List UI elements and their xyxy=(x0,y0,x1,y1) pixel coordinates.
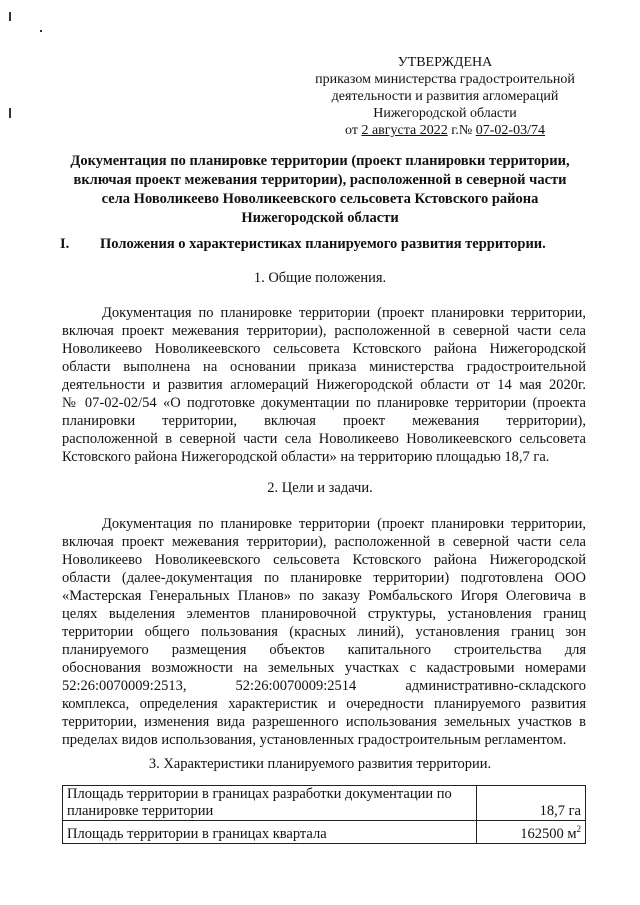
paragraph-line: расположенной в северной части села Новоликеево Новоликеевского сельсовета xyxy=(62,431,586,447)
approval-line-1: приказом министерства градостроительной xyxy=(315,72,575,87)
row1-label-line-1: Площадь территории в границах разработки документации по xyxy=(67,786,452,802)
section-number: I. xyxy=(60,236,70,252)
row2-value: 162500 м xyxy=(520,825,577,842)
section-title: Положения о характеристиках планируемого развития территории. xyxy=(100,236,546,252)
paragraph-line: Документация по планировке территории (проект планировки территории, xyxy=(102,516,586,532)
paragraph-line: включая проект межевания территории), расположенной в северной части села xyxy=(62,323,586,339)
table-cell-label xyxy=(63,786,477,821)
paragraph-general xyxy=(62,304,586,466)
paragraph-line: области выполнена на основании приказа министерства градостроительной xyxy=(62,359,586,375)
title-line: Нижегородской области xyxy=(241,210,399,226)
row1-label-line-2: планировке территории xyxy=(67,803,214,819)
scan-mark-top xyxy=(9,12,11,21)
paragraph-line: территории общего пользования (красных линий), установления границ зон xyxy=(62,624,586,640)
title-line: села Новоликеево Новоликеевского сельсовета Кстовского района xyxy=(101,191,539,207)
table-cell-value: 18,7 га xyxy=(477,786,586,821)
title-line: включая проект межевания территории), расположенной в северной части xyxy=(73,172,567,188)
approval-line-3: Нижегородской области xyxy=(373,106,517,121)
subsection-goals: 2. Цели и задачи. xyxy=(267,480,373,496)
paragraph-goals xyxy=(62,515,586,749)
paragraph-line: Новоликеево Новоликеевского сельсовета Кстовского района Нижегородской xyxy=(62,341,586,357)
approval-date-line xyxy=(300,122,590,139)
paragraph-line: пределах видов использования, установленных градостроительным регламентом. xyxy=(62,732,567,748)
title-line: Документация по планировке территории (проект планировки территории, xyxy=(70,153,570,169)
subsection-general: 1. Общие положения. xyxy=(253,270,387,286)
scan-mark-left xyxy=(9,108,11,118)
paragraph-line: № 07-02-02/54 «О подготовке документации по планировке территории (проекта xyxy=(62,395,586,411)
document-title xyxy=(40,152,600,228)
scan-dot xyxy=(40,30,42,32)
date-prefix: от xyxy=(345,123,362,138)
table-row xyxy=(63,786,586,821)
table-cell-value xyxy=(477,821,586,844)
paragraph-line: Новоликеево Новоликеевского сельсовета Кстовского района Нижегородской xyxy=(62,552,586,568)
table-row xyxy=(63,821,586,844)
row2-value-sup: 2 xyxy=(576,824,581,834)
paragraph-line: включая проект межевания территории), расположенной в северной части села xyxy=(62,534,586,550)
approval-number: 07-02-03/74 xyxy=(475,123,545,138)
number-prefix: г.№ xyxy=(447,123,476,138)
table-cell-label: Площадь территории в границах квартала xyxy=(63,821,477,844)
paragraph-line: области (далее-документация по планировке территории) подготовлена ООО xyxy=(62,570,586,586)
paragraph-line: целях выделения элементов планировочной структуры, установления границ xyxy=(62,606,586,622)
paragraph-line: Документация по планировке территории (проект планировки территории, xyxy=(102,305,586,321)
paragraph-line: 52:26:0070009:2513, 52:26:0070009:2514 административно-складского xyxy=(62,678,586,694)
approval-block xyxy=(300,54,590,139)
paragraph-line: Кстовского района Нижегородской области» на территорию площадью 18,7 га. xyxy=(62,449,550,465)
approval-heading: УТВЕРЖДЕНА xyxy=(397,55,493,70)
paragraph-line: «Мастерская Генеральных Планов» по заказу Ромбальского Игоря Олеговича в xyxy=(62,588,586,604)
approval-date: 2 августа 2022 xyxy=(361,123,448,138)
section-heading xyxy=(60,236,600,253)
paragraph-line: планировки территории, включая проект межевания территории), xyxy=(62,413,586,429)
paragraph-line: деятельности и развития агломераций Нижегородской области от 14 мая 2020г. xyxy=(62,377,586,393)
paragraph-line: обоснования возможности на земельных участках с кадастровыми номерами xyxy=(62,660,586,676)
approval-line-2: деятельности и развития агломераций xyxy=(331,89,559,104)
paragraph-line: территории, изменения вида разрешенного использования земельных участков в xyxy=(62,714,586,730)
paragraph-line: планируемого размещения объектов капитального строительства для xyxy=(62,642,586,658)
characteristics-table xyxy=(62,785,586,844)
paragraph-line: комплекса, определения характеристик и очередности планируемого развития xyxy=(62,696,586,712)
subsection-characteristics: 3. Характеристики планируемого развития территории. xyxy=(148,756,492,772)
